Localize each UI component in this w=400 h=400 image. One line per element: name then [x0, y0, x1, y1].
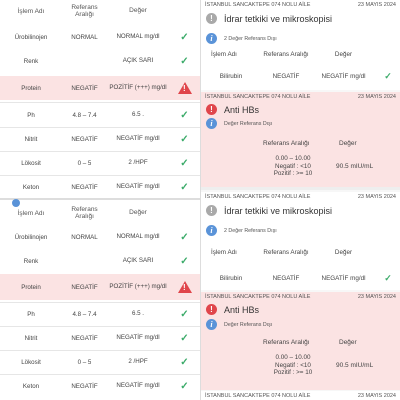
- clinic-name: İSTANBUL SANCAKTEPE 074 NOLU AİLE: [205, 194, 311, 200]
- result-value: 90.5 mIU/mL: [336, 362, 374, 369]
- check-icon: ✓: [180, 157, 189, 169]
- table-row[interactable]: [0, 153, 200, 173]
- row-value: 2 /HPF: [128, 358, 148, 365]
- col-header-ref: Referans Aralığı: [263, 140, 310, 147]
- clinic-name: İSTANBUL SANCAKTEPE 074 NOLU AİLE: [205, 94, 311, 100]
- info-icon: i: [206, 319, 217, 330]
- row-value: NEGATİF mg/dl: [116, 183, 160, 190]
- alert-icon: !: [206, 205, 217, 216]
- table-row[interactable]: [0, 51, 200, 71]
- row-value: NEGATİF mg/dl: [321, 72, 366, 80]
- row-ref: 0 – 5: [77, 358, 92, 366]
- row-name: Ürobilinojen: [14, 33, 48, 41]
- col-header-name: İşlem Adı: [17, 7, 45, 15]
- check-icon: ✓: [180, 308, 189, 320]
- check-icon: ✓: [180, 55, 189, 67]
- card-date: 23 MAYIS 2024: [357, 294, 396, 300]
- col-header-ref: Referans Aralığı: [71, 4, 98, 18]
- table-header: [0, 4, 200, 18]
- table-row[interactable]: [0, 328, 200, 348]
- row-ref: NEGATİF: [71, 283, 98, 291]
- table-row-highlighted[interactable]: [0, 76, 200, 100]
- row-ref: 4.8 – 7.4: [72, 310, 97, 318]
- table-header: [0, 206, 200, 220]
- table-row[interactable]: [201, 272, 400, 284]
- col-header-value: Değer: [339, 140, 357, 147]
- row-value: 6.5 .: [131, 111, 145, 118]
- clinic-name: İSTANBUL SANCAKTEPE 074 NOLU AİLE: [205, 393, 311, 399]
- table-row[interactable]: [0, 129, 200, 149]
- check-icon: ✓: [384, 272, 392, 283]
- clinic-name: İSTANBUL SANCAKTEPE 074 NOLU AİLE: [205, 294, 311, 300]
- row-value: AÇIK SARI: [122, 57, 154, 64]
- row-name: Renk: [23, 257, 39, 265]
- card-date: 23 MAYIS 2024: [357, 393, 396, 399]
- row-name: Protein: [21, 283, 41, 291]
- col-header-value: Değer: [334, 50, 353, 58]
- reference-range: [253, 155, 333, 178]
- row-value: POZİTİF (+++) mg/dl: [109, 283, 167, 290]
- card-subtitle: 2 Değer Referans Dışı: [224, 36, 277, 42]
- card-title: İdrar tetkiki ve mikroskopisi: [224, 206, 333, 216]
- result-card-anti-hbs[interactable]: [201, 292, 400, 390]
- check-icon: ✓: [384, 70, 392, 81]
- table-row-highlighted[interactable]: [0, 274, 200, 300]
- col-header-name: İşlem Adı: [211, 248, 237, 256]
- info-icon: i: [206, 118, 217, 129]
- table-row[interactable]: [0, 352, 200, 372]
- card-title: Anti HBs: [224, 105, 260, 115]
- check-icon: ✓: [180, 332, 189, 344]
- row-name: Ürobilinojen: [14, 233, 48, 241]
- row-ref: NORMAL: [71, 33, 98, 41]
- range-line: 0.00 – 10.00: [275, 354, 311, 361]
- row-name: Bilirubin: [219, 274, 243, 282]
- check-icon: ✓: [180, 231, 189, 243]
- card-header: [205, 294, 396, 300]
- col-header-ref: Referans Aralığı: [263, 50, 309, 58]
- card-subtitle: 2 Değer Referans Dışı: [224, 228, 277, 234]
- card-title: İdrar tetkiki ve mikroskopisi: [224, 14, 333, 24]
- col-header-ref: Referans Aralığı: [263, 248, 309, 256]
- col-header-value: Değer: [339, 339, 357, 346]
- reference-range: [253, 354, 333, 377]
- card-date: 23 MAYIS 2024: [357, 94, 396, 100]
- result-card-anti-hbs[interactable]: [201, 92, 400, 187]
- card-col-headers: [201, 48, 400, 60]
- card-header: [205, 393, 396, 399]
- row-name: Ph: [27, 310, 35, 318]
- table-row[interactable]: [0, 251, 200, 271]
- row-value: 6.5 .: [131, 310, 145, 317]
- card-date: 23 MAYIS 2024: [357, 194, 396, 200]
- check-icon: ✓: [180, 181, 189, 193]
- row-name: Nitrit: [24, 135, 38, 143]
- check-icon: ✓: [180, 356, 189, 368]
- check-icon: ✓: [180, 255, 189, 267]
- row-name: Renk: [23, 57, 39, 65]
- table-row[interactable]: [0, 105, 200, 125]
- row-ref: NORMAL: [71, 233, 98, 241]
- right-results-panel: [201, 0, 400, 400]
- card-col-headers: [201, 246, 400, 258]
- check-icon: ✓: [180, 133, 189, 145]
- card-header: [205, 194, 396, 200]
- row-value: NORMAL mg/dl: [116, 33, 160, 40]
- table-row[interactable]: [0, 27, 200, 47]
- row-value: AÇIK SARI: [122, 257, 154, 264]
- col-header-name: İşlem Adı: [17, 209, 45, 217]
- range-line: Pozitif : >= 10: [273, 170, 313, 177]
- row-value: NEGATİF mg/dl: [116, 382, 160, 389]
- row-ref: NEGATİF: [71, 334, 98, 342]
- alert-icon: !: [206, 304, 217, 315]
- row-value: NEGATİF mg/dl: [116, 135, 160, 142]
- row-name: Bilirubin: [219, 72, 243, 80]
- card-header: [205, 94, 396, 100]
- screenshot-divider: [0, 198, 200, 200]
- result-card-urinalysis[interactable]: [201, 192, 400, 290]
- check-icon: ✓: [180, 109, 189, 121]
- info-icon: i: [206, 225, 217, 236]
- warning-icon: !: [178, 281, 192, 293]
- range-line: Negatif : <10: [275, 162, 311, 170]
- alert-icon: !: [206, 104, 217, 115]
- row-ref: 0 – 5: [77, 159, 92, 167]
- alert-icon: !: [206, 13, 217, 24]
- col-header-ref: Referans Aralığı: [263, 339, 310, 346]
- row-name: Protein: [21, 84, 41, 92]
- table-row[interactable]: [0, 304, 200, 324]
- card-header: [205, 2, 396, 8]
- range-line: Pozitif : >= 10: [273, 369, 313, 376]
- row-ref: 4.8 – 7.4: [72, 111, 97, 119]
- row-name: Ph: [27, 111, 35, 119]
- row-name: Lökosit: [21, 159, 41, 167]
- table-row[interactable]: [201, 70, 400, 82]
- row-name: Keton: [22, 382, 40, 390]
- range-line: Negatif : <10: [275, 361, 311, 369]
- warning-icon: !: [178, 82, 192, 94]
- col-header-value: Değer: [129, 7, 147, 14]
- col-header-value: Değer: [334, 248, 353, 256]
- result-card[interactable]: [201, 391, 400, 400]
- row-value: NORMAL mg/dl: [116, 233, 160, 240]
- card-date: 23 MAYIS 2024: [357, 2, 396, 8]
- row-name: Keton: [22, 183, 40, 191]
- col-header-ref: Referans Aralığı: [71, 206, 98, 220]
- row-name: Lökosit: [21, 358, 41, 366]
- row-value: POZİTİF (+++) mg/dl: [109, 84, 167, 91]
- row-ref: NEGATİF: [272, 72, 300, 80]
- col-header-name: İşlem Adı: [211, 50, 237, 58]
- card-title: Anti HBs: [224, 305, 260, 315]
- row-name: Nitrit: [24, 334, 38, 342]
- result-card-urinalysis[interactable]: [201, 0, 400, 90]
- row-value: NEGATİF mg/dl: [321, 274, 366, 282]
- row-ref: NEGATİF: [71, 183, 98, 191]
- card-subtitle: Değer Referans Dışı: [224, 322, 273, 328]
- row-ref: NEGATİF: [71, 135, 98, 143]
- result-value: 90.5 mIU/mL: [336, 163, 374, 170]
- col-header-value: Değer: [129, 209, 147, 216]
- row-value: 2 /HPF: [128, 159, 148, 166]
- table-row[interactable]: [0, 227, 200, 247]
- card-subtitle: Değer Referans Dışı: [224, 121, 273, 127]
- check-icon: ✓: [180, 31, 189, 43]
- table-row[interactable]: [0, 177, 200, 197]
- row-ref: NEGATİF: [272, 274, 300, 282]
- table-row[interactable]: [0, 376, 200, 396]
- row-value: NEGATİF mg/dl: [116, 334, 160, 341]
- range-line: 0.00 – 10.00: [275, 155, 311, 162]
- row-ref: NEGATİF: [71, 84, 98, 92]
- row-ref: NEGATİF: [71, 382, 98, 390]
- clinic-name: İSTANBUL SANCAKTEPE 074 NOLU AİLE: [205, 2, 311, 8]
- check-icon: ✓: [180, 380, 189, 392]
- info-icon: i: [206, 33, 217, 44]
